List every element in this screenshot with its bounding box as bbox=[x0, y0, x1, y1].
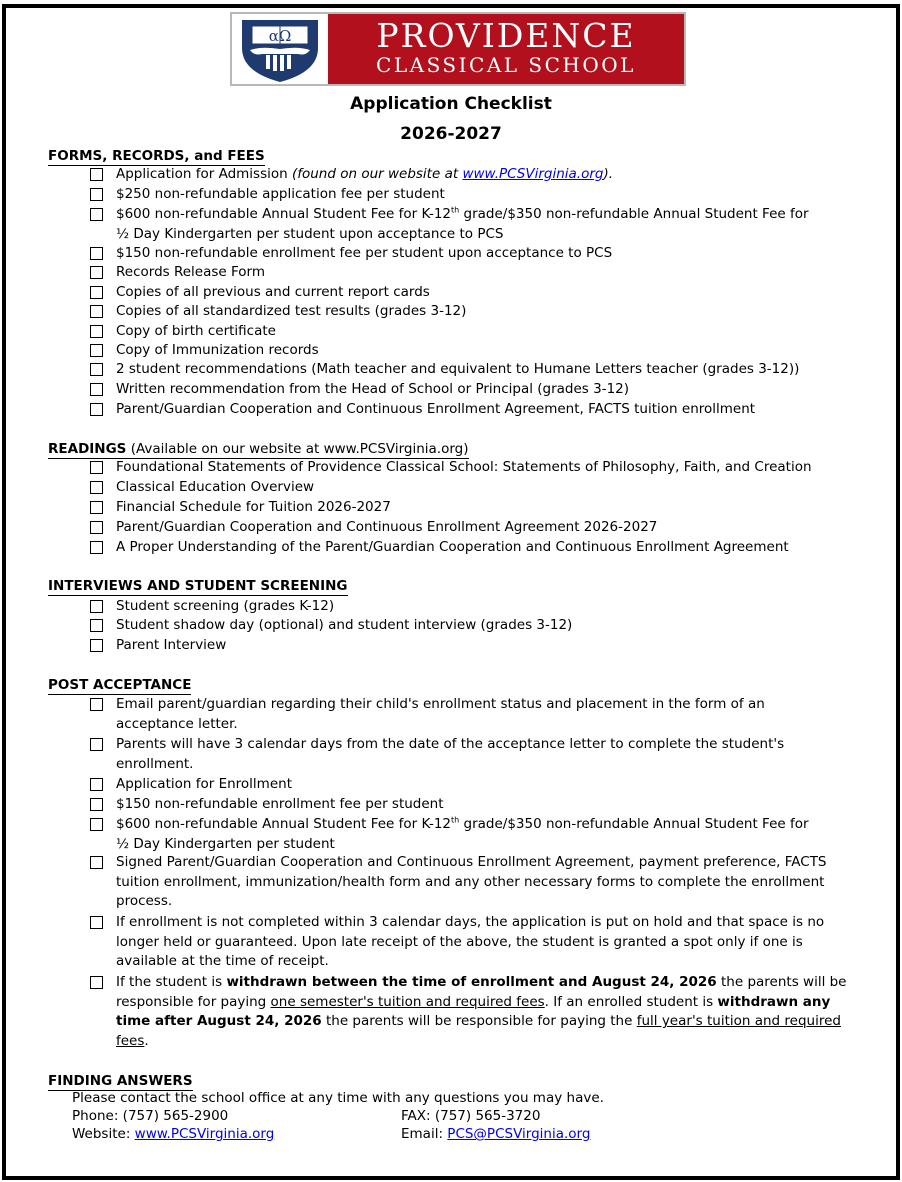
checkbox[interactable] bbox=[90, 501, 103, 514]
checkbox[interactable] bbox=[90, 266, 103, 279]
website-link[interactable]: www.PCSVirginia.org bbox=[134, 1126, 275, 1142]
contact-email: Email: PCS@PCSVirginia.org bbox=[401, 1126, 591, 1142]
checkbox[interactable] bbox=[90, 738, 103, 751]
item-text: Parent/Guardian Cooperation and Continuous Enrollment Agreement, FACTS tuition enrollment bbox=[116, 401, 756, 417]
checklist-item bbox=[90, 302, 850, 322]
item-text: Application for Enrollment bbox=[116, 776, 292, 792]
item-text: Records Release Form bbox=[116, 264, 266, 280]
item-text: $600 non-refundable Annual Student Fee for K-12th grade/$350 non-refundable Annual Student Fee for ½ Day Kindergarten per student upon acceptance to PCS bbox=[116, 205, 809, 242]
item-text: If enrollment is not completed within 3 calendar days, the application is put on hold and that space is no longer held or guaranteed. Upon late receipt of the above, the student is granted a spot only if one is available at the time of receipt. bbox=[116, 914, 825, 969]
checklist-item bbox=[90, 478, 850, 498]
crest-shield-icon bbox=[232, 14, 328, 84]
checklist-item bbox=[90, 283, 850, 303]
item-text: Written recommendation from the Head of School or Principal (grades 3-12) bbox=[116, 381, 630, 397]
checklist-item bbox=[90, 244, 850, 264]
checklist-item bbox=[90, 400, 850, 420]
crest bbox=[232, 14, 330, 84]
section-heading-interviews: INTERVIEWS AND STUDENT SCREENING bbox=[48, 578, 348, 594]
item-text: Copy of Immunization records bbox=[116, 342, 319, 358]
checklist-item bbox=[90, 538, 850, 558]
checklist-item bbox=[90, 165, 850, 185]
item-text: Copies of all standardized test results (grades 3-12) bbox=[116, 303, 467, 319]
readings-note: (Available on our website at www.PCSVirginia.org) bbox=[126, 441, 469, 457]
checklist-item bbox=[90, 322, 850, 342]
website-link[interactable]: www.PCSVirginia.org bbox=[462, 166, 604, 182]
page-subtitle-year: 2026-2027 bbox=[400, 124, 502, 144]
contact-phone: Phone: (757) 565-2900 bbox=[72, 1108, 229, 1124]
checklist-item bbox=[90, 597, 850, 617]
checklist-item bbox=[90, 853, 850, 912]
checkbox[interactable] bbox=[90, 383, 103, 396]
checklist-item bbox=[90, 913, 850, 972]
checklist-item bbox=[90, 815, 850, 854]
checkbox[interactable] bbox=[90, 521, 103, 534]
checkbox[interactable] bbox=[90, 856, 103, 869]
logo-name-line2: CLASSICAL SCHOOL bbox=[376, 53, 636, 77]
item-text: If the student is withdrawn between the time of enrollment and August 24, 2026 the parents will be responsible for paying one semester's tuition and required fees. If an enrolled student is withdrawn any time after August 24, 2026 the parents will be responsible for paying the full year's tuition and required fees. bbox=[116, 974, 847, 1049]
page-title: Application Checklist bbox=[350, 94, 552, 114]
school-logo bbox=[230, 12, 686, 86]
section-heading-finding-answers: FINDING ANSWERS bbox=[48, 1073, 193, 1089]
item-text: $150 non-refundable enrollment fee per student bbox=[116, 796, 444, 812]
item-text: A Proper Understanding of the Parent/Guardian Cooperation and Continuous Enrollment Agreement bbox=[116, 539, 789, 555]
item-text: Foundational Statements of Providence Classical School: Statements of Philosophy, Faith, and Creation bbox=[116, 459, 812, 475]
logo-wordmark bbox=[328, 14, 684, 84]
item-text: Copies of all previous and current report cards bbox=[116, 284, 430, 300]
checkbox[interactable] bbox=[90, 778, 103, 791]
contact-intro: Please contact the school office at any time with any questions you may have. bbox=[72, 1090, 604, 1106]
checkbox[interactable] bbox=[90, 247, 103, 260]
item-text: Classical Education Overview bbox=[116, 479, 315, 495]
item-text: Student screening (grades K-12) bbox=[116, 598, 335, 614]
item-text: Financial Schedule for Tuition 2026-2027 bbox=[116, 499, 391, 515]
item-text: 2 student recommendations (Math teacher and equivalent to Humane Letters teacher (grades 3-12)) bbox=[116, 361, 800, 377]
email-link[interactable]: PCS@PCSVirginia.org bbox=[447, 1126, 591, 1142]
svg-text:αΩ: αΩ bbox=[268, 27, 292, 45]
checklist-item bbox=[90, 735, 830, 774]
section-heading-post-acceptance: POST ACCEPTANCE bbox=[48, 677, 192, 693]
item-text: Copy of birth certificate bbox=[116, 323, 276, 339]
item-text: $150 non-refundable enrollment fee per student upon acceptance to PCS bbox=[116, 245, 613, 261]
item-text: Application for Admission (found on our website at www.PCSVirginia.org). bbox=[116, 166, 614, 182]
checkbox[interactable] bbox=[90, 325, 103, 338]
checklist-item bbox=[90, 695, 830, 734]
section-heading-readings: READINGS (Available on our website at www.PCSVirginia.org) bbox=[48, 441, 469, 457]
checklist-item bbox=[90, 380, 850, 400]
checkbox[interactable] bbox=[90, 363, 103, 376]
checkbox[interactable] bbox=[90, 344, 103, 357]
checklist-item bbox=[90, 518, 850, 538]
checklist-item bbox=[90, 185, 850, 205]
item-text: Parents will have 3 calendar days from the date of the acceptance letter to complete the student's enrollment. bbox=[116, 736, 785, 772]
checkbox[interactable] bbox=[90, 798, 103, 811]
contact-website: Website: www.PCSVirginia.org bbox=[72, 1126, 275, 1142]
checklist-item bbox=[90, 775, 850, 795]
item-text: Signed Parent/Guardian Cooperation and Continuous Enrollment Agreement, payment preference, FACTS tuition enrollment, immunization/health form and any other necessary forms to complete the enrollment process. bbox=[116, 854, 827, 909]
checklist-item bbox=[90, 795, 850, 815]
checklist-item bbox=[90, 498, 850, 518]
checkbox[interactable] bbox=[90, 208, 103, 221]
checkbox[interactable] bbox=[90, 600, 103, 613]
item-text: $600 non-refundable Annual Student Fee for K-12th grade/$350 non-refundable Annual Student Fee for ½ Day Kindergarten per student bbox=[116, 815, 809, 852]
checkbox[interactable] bbox=[90, 403, 103, 416]
checkbox[interactable] bbox=[90, 818, 103, 831]
logo-name-line1: PROVIDENCE bbox=[376, 16, 636, 55]
checkbox[interactable] bbox=[90, 698, 103, 711]
checkbox[interactable] bbox=[90, 541, 103, 554]
checklist-item bbox=[90, 205, 850, 244]
checkbox[interactable] bbox=[90, 619, 103, 632]
checklist-item bbox=[90, 973, 860, 1051]
item-text: Student shadow day (optional) and student interview (grades 3-12) bbox=[116, 617, 573, 633]
item-text: $250 non-refundable application fee per student bbox=[116, 186, 445, 202]
checkbox[interactable] bbox=[90, 916, 103, 929]
checkbox[interactable] bbox=[90, 188, 103, 201]
item-text: Parent Interview bbox=[116, 637, 227, 653]
checkbox[interactable] bbox=[90, 639, 103, 652]
checklist-item bbox=[90, 458, 850, 478]
item-text: Email parent/guardian regarding their child's enrollment status and placement in the form of an acceptance letter. bbox=[116, 696, 765, 732]
section-heading-forms: FORMS, RECORDS, and FEES bbox=[48, 148, 265, 164]
checklist-item bbox=[90, 360, 850, 380]
item-text: Parent/Guardian Cooperation and Continuous Enrollment Agreement 2026-2027 bbox=[116, 519, 658, 535]
checklist-item bbox=[90, 263, 850, 283]
checkbox[interactable] bbox=[90, 976, 103, 989]
checkbox[interactable] bbox=[90, 461, 103, 474]
checkbox[interactable] bbox=[90, 286, 103, 299]
checklist-item bbox=[90, 341, 850, 361]
checklist-item bbox=[90, 616, 850, 636]
checkbox[interactable] bbox=[90, 305, 103, 318]
checkbox[interactable] bbox=[90, 168, 103, 181]
checklist-item bbox=[90, 636, 850, 656]
contact-fax: FAX: (757) 565-3720 bbox=[401, 1108, 541, 1124]
checkbox[interactable] bbox=[90, 481, 103, 494]
